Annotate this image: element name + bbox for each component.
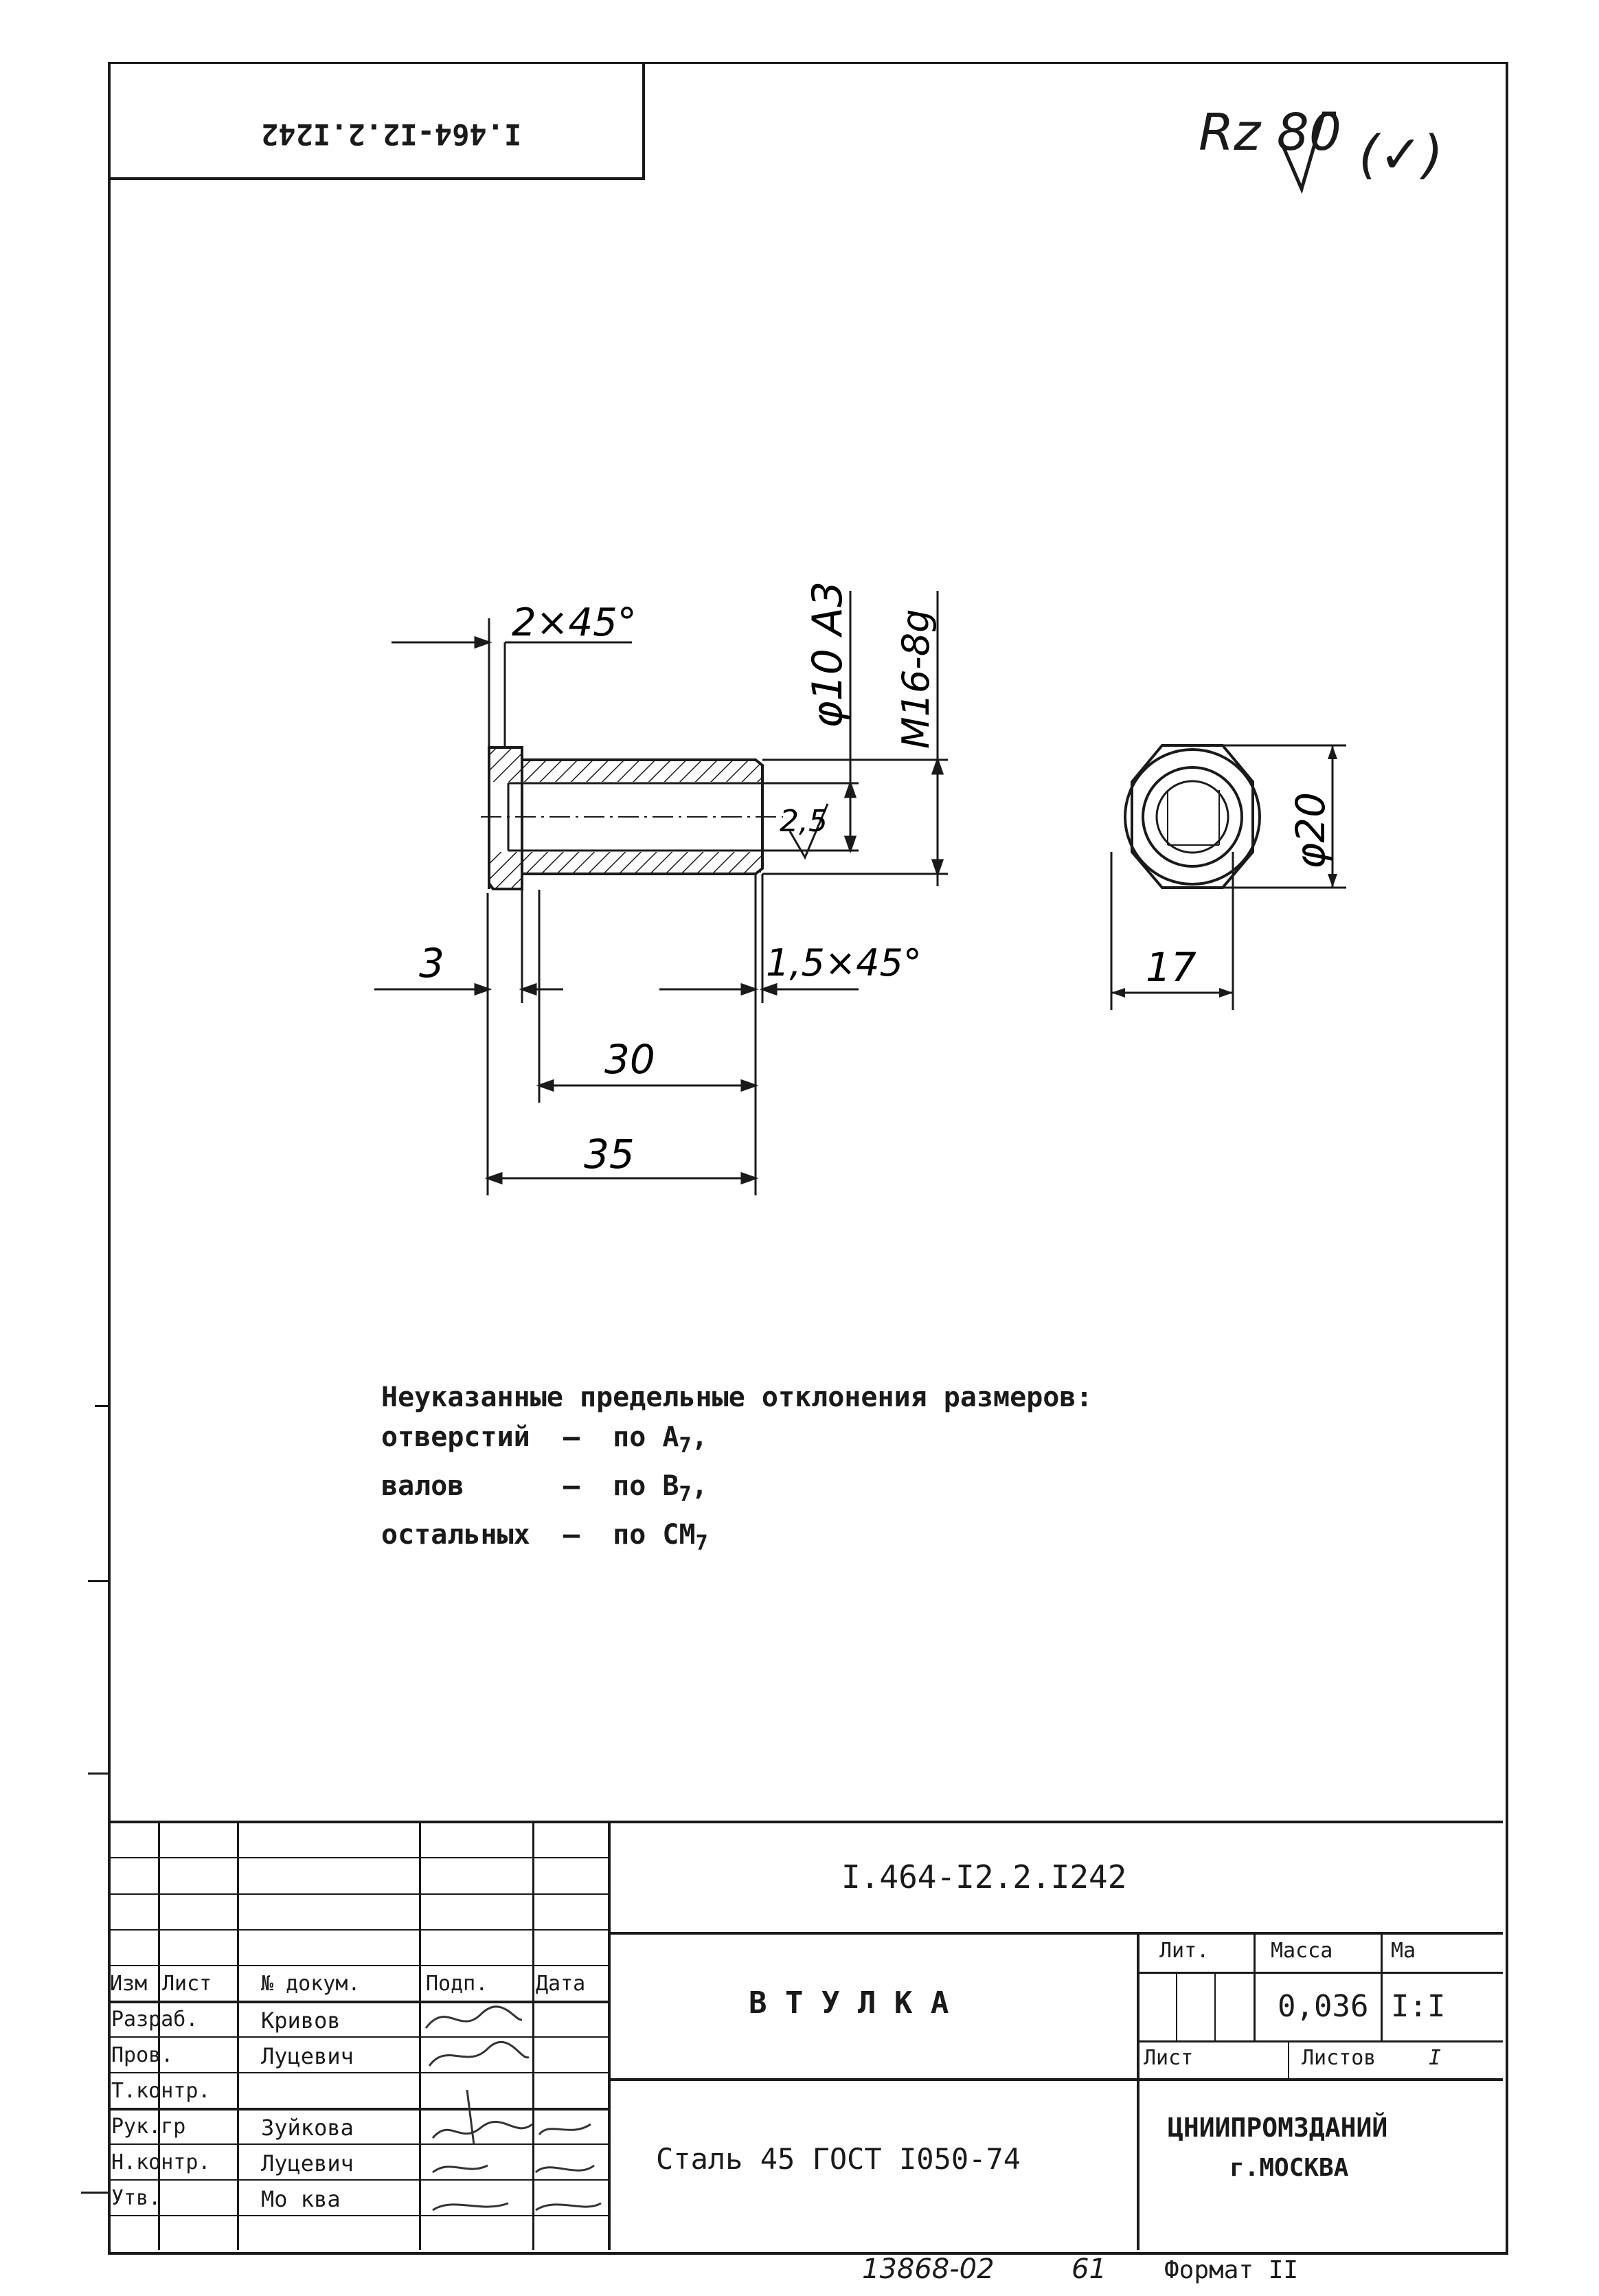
hdr-sign: Подп. <box>426 1972 488 1996</box>
roughness-label: Rz 80 <box>1199 103 1341 162</box>
scale-value: I:I <box>1391 1989 1446 2024</box>
notes-line: остальных – по $CM_7$ <box>381 1519 708 1555</box>
role-rukgr: Рук.гр <box>111 2115 186 2139</box>
sheets-label: Листов <box>1302 2046 1376 2070</box>
hatch-flange-top <box>490 749 521 782</box>
sheet-number: 61 <box>1071 2253 1107 2285</box>
role-razrab: Разраб. <box>111 2007 199 2031</box>
material: Сталь 45 ГОСТ I050-74 <box>656 2142 1021 2176</box>
name-utv: Мо ква <box>261 2186 341 2212</box>
hdr-list: Лист <box>162 1972 212 1996</box>
org-line2: г.МОСКВА <box>1229 2154 1349 2182</box>
hdr-izm: Изм <box>110 1972 148 1996</box>
dim-chamfer-right: 1,5×45° <box>766 941 922 984</box>
signatures <box>419 2001 608 2220</box>
name-prov: Луцевич <box>261 2043 354 2069</box>
dim-hex-17: 17 <box>1146 944 1197 991</box>
dim-len-3: 3 <box>419 940 444 987</box>
margin-tick <box>95 1405 109 1407</box>
format-label: Формат II <box>1164 2256 1299 2284</box>
role-prov: Пров. <box>111 2043 174 2067</box>
sheet-label: Лист <box>1144 2046 1194 2070</box>
scale-label: Ма <box>1391 1939 1416 1963</box>
notes-block <box>381 1377 1093 1564</box>
notes-heading: Неуказанные предельные отклонения размеров: <box>381 1382 1093 1413</box>
mass-label: Масса <box>1271 1939 1333 1963</box>
role-utv: Утв. <box>111 2186 161 2210</box>
part-name: В Т У Л К А <box>749 1985 949 2021</box>
dim-thread: M16-8g <box>894 609 938 749</box>
lit-label: Лит. <box>1159 1939 1210 1963</box>
sheets-value: I <box>1429 2046 1442 2070</box>
hatch-bottom <box>523 852 761 873</box>
inventory-number: 13868-02 <box>862 2253 995 2285</box>
role-nkontr: Н.контр. <box>111 2150 211 2174</box>
name-rukgr: Зуйкова <box>261 2115 354 2141</box>
hatch-flange <box>490 852 521 888</box>
name-nkontr: Луцевич <box>261 2150 354 2176</box>
name-razrab: Кривов <box>261 2007 341 2034</box>
dim-diam-20: φ20 <box>1287 791 1334 869</box>
stamp-code: I.464-I2.2.I242 <box>261 117 522 151</box>
dim-roughness-inner: 2,5 <box>780 804 828 839</box>
margin-tick <box>88 1772 109 1775</box>
mass-value: 0,036 <box>1278 1989 1369 2024</box>
hdr-date: Дата <box>536 1972 586 1996</box>
margin-tick <box>88 1580 109 1582</box>
dim-len-35: 35 <box>584 1131 635 1178</box>
role-tkontr: Т.контр. <box>111 2079 211 2103</box>
dim-chamfer-top: 2×45° <box>512 600 637 645</box>
dim-diam-inner: φ10 A3 <box>804 581 852 728</box>
notes-line: валов – по $B_7$, <box>381 1470 708 1507</box>
dim-len-30: 30 <box>604 1036 655 1083</box>
roughness-paren: (✓) <box>1359 124 1443 185</box>
notes-line: отверстий – по $A_7$, <box>381 1421 708 1458</box>
margin-tick <box>81 2192 109 2194</box>
hdr-doc: № докум. <box>261 1972 361 1996</box>
hatch-top <box>523 761 761 782</box>
doc-number: I.464-I2.2.I242 <box>841 1858 1127 1895</box>
org-line1: ЦНИИПРОМЗДАНИЙ <box>1168 2113 1388 2143</box>
